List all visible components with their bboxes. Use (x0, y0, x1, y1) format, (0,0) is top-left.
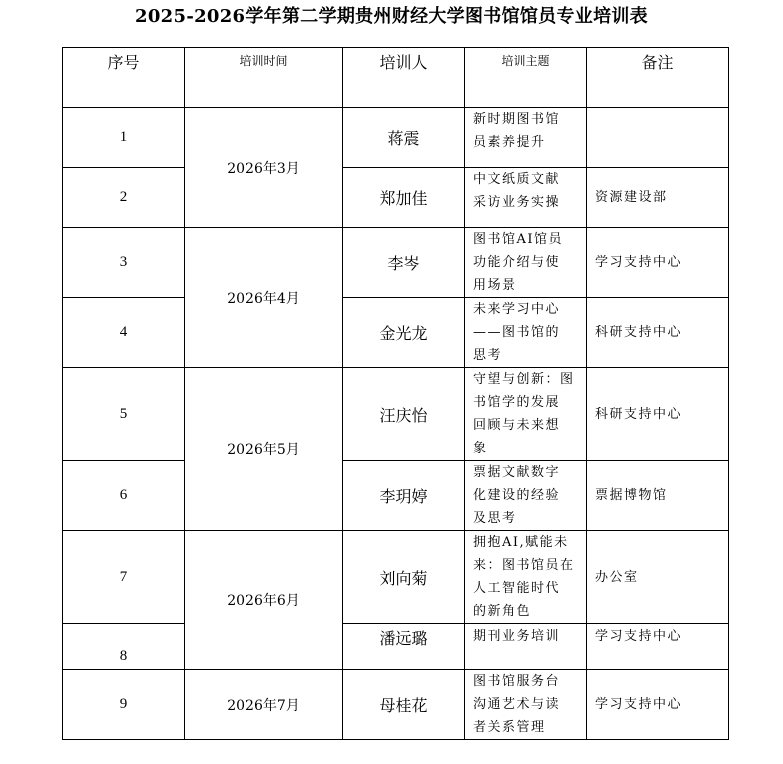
header-topic: 培训主题 (465, 48, 587, 108)
trainer-name: 金光龙 (343, 298, 465, 368)
row-no: 1 (63, 108, 185, 168)
page-title: 2025-2026学年第二学期贵州财经大学图书馆馆员专业培训表 (135, 6, 648, 27)
table-row (63, 168, 729, 228)
remark: 科研支持中心 (587, 368, 729, 461)
topic-line: ——图书馆的 (473, 325, 561, 340)
training-month: 2026年6月 (185, 531, 343, 670)
header-time: 培训时间 (185, 48, 343, 108)
row-no: 7 (63, 531, 185, 624)
row-no: 8 (63, 624, 185, 670)
header-person: 培训人 (343, 48, 465, 108)
remark: 学习支持中心 (587, 670, 729, 740)
topic-line: 未来学习中心 (473, 302, 561, 317)
remark: 资源建设部 (587, 168, 729, 228)
table-row (63, 531, 729, 624)
topic-line: 用场景 (473, 278, 517, 293)
training-month: 2026年4月 (185, 228, 343, 368)
row-no: 4 (63, 298, 185, 368)
table-row (63, 368, 729, 461)
training-month: 2026年3月 (185, 108, 343, 228)
training-topic (465, 228, 587, 298)
topic-line: 来：图书馆员在 (473, 558, 575, 573)
topic-line: 图书馆服务台 (473, 674, 561, 689)
topic-line: 采访业务实操 (473, 195, 561, 210)
topic-line: 回顾与未来想 (473, 418, 561, 433)
topic-line: 新时期图书馆 (473, 112, 561, 127)
topic-line: 化建设的经验 (473, 488, 561, 503)
remark: 票据博物馆 (587, 461, 729, 531)
training-schedule-table (62, 47, 729, 740)
topic-line: 象 (473, 441, 488, 456)
trainer-name: 郑加佳 (343, 168, 465, 228)
topic-line: 者关系管理 (473, 720, 546, 735)
trainer-name: 蒋震 (343, 108, 465, 168)
remark: 科研支持中心 (587, 298, 729, 368)
trainer-name: 刘向菊 (343, 531, 465, 624)
training-topic (465, 670, 587, 740)
table-row (63, 228, 729, 298)
row-no: 2 (63, 168, 185, 228)
topic-line: 功能介绍与使 (473, 255, 561, 270)
training-month: 2026年5月 (185, 368, 343, 531)
table-row (63, 624, 729, 670)
topic-line: 思考 (473, 348, 503, 363)
training-topic (465, 461, 587, 531)
training-topic (465, 298, 587, 368)
remark (587, 108, 729, 168)
table-row (63, 670, 729, 740)
training-topic (465, 624, 587, 670)
row-no: 9 (63, 670, 185, 740)
table-row (63, 461, 729, 531)
trainer-name: 李玥婷 (343, 461, 465, 531)
topic-line: 期刊业务培训 (473, 629, 561, 644)
row-no: 3 (63, 228, 185, 298)
topic-line: 的新角色 (473, 604, 532, 619)
row-no: 6 (63, 461, 185, 531)
remark: 学习支持中心 (587, 228, 729, 298)
training-month: 2026年7月 (185, 670, 343, 740)
remark: 办公室 (587, 531, 729, 624)
topic-line: 票据文献数字 (473, 465, 561, 480)
topic-line: 拥抱AI,赋能未 (473, 535, 569, 550)
training-topic (465, 368, 587, 461)
topic-line: 书馆学的发展 (473, 395, 561, 410)
training-topic (465, 168, 587, 228)
table-row (63, 108, 729, 168)
topic-line: 中文纸质文献 (473, 172, 561, 187)
topic-line: 员素养提升 (473, 135, 546, 150)
topic-line: 及思考 (473, 511, 517, 526)
header-no: 序号 (63, 48, 185, 108)
table-row (63, 298, 729, 368)
training-topic (465, 531, 587, 624)
topic-line: 图书馆AI馆员 (473, 232, 564, 247)
trainer-name: 李岑 (343, 228, 465, 298)
topic-line: 守望与创新：图 (473, 372, 575, 387)
header-note: 备注 (587, 48, 729, 108)
training-topic (465, 108, 587, 168)
topic-line: 人工智能时代 (473, 581, 561, 596)
header-row (63, 48, 729, 108)
trainer-name: 母桂花 (343, 670, 465, 740)
remark: 学习支持中心 (587, 624, 729, 670)
trainer-name: 潘远璐 (343, 624, 465, 670)
topic-line: 沟通艺术与读 (473, 697, 561, 712)
row-no: 5 (63, 368, 185, 461)
trainer-name: 汪庆怡 (343, 368, 465, 461)
